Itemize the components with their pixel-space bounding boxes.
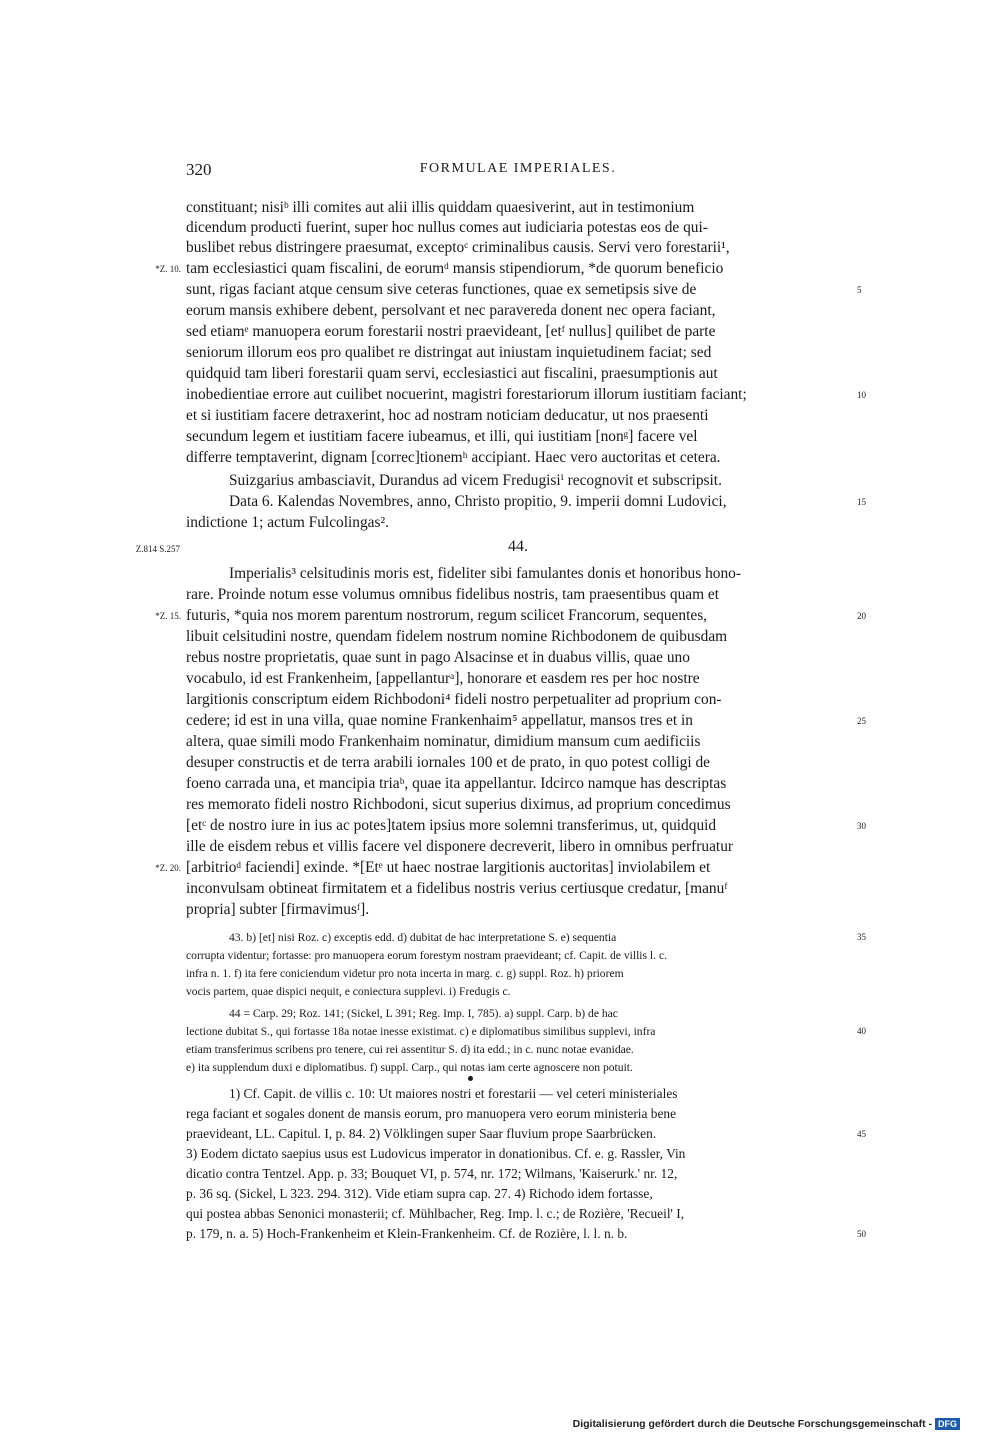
historical-note-line: 1) Cf. Capit. de villis c. 10: Ut maiores nostri et forestarii — vel ceteri ministeriales [229,1086,678,1101]
text-line: et si iustitiam facere detraxerint, hoc ad nostram noticiam deducatur, ut nos praesenti [186,407,709,424]
margin-reference: *Z. 15. [155,611,181,621]
text-line: seniorum illorum eos pro qualibet re distringat aut iniustam inquietudinem faciat; sed [186,344,712,361]
text-line: desuper constructis et de terra arabili iornales 100 et de prato, in quo potest colligi de [186,754,710,771]
text-line: dicendum producti fuerint, super hoc nullus comes aut iudiciaria potestas eos de qui- [186,219,708,236]
critical-note-line: 44 = Carp. 29; Roz. 141; (Sickel, L 391; Reg. Imp. I, 785). a) suppl. Carp. b) de hac [229,1007,618,1020]
text-line: quidquid tam liberi forestarii quam servi, ecclesiastici aut fiscalini, praesumptionis aut [186,365,718,382]
text-line: rare. Proinde notum esse volumus omnibus fidelibus nostris, tam praesentibus quam et [186,586,720,603]
text-line: sunt, rigas faciant atque censum sive ceteras functiones, quae ex semetipsis sive de [186,281,697,298]
digitization-credit [573,1418,960,1430]
text-line: tam ecclesiastici quam fiscalini, de eorumᵈ mansis stipendiorum, *de quorum beneficio [186,260,724,277]
text-line: largitionis conscriptum eidem Richbodoni⁴ fideli nostro perpetualiter ad proprium con- [186,691,722,708]
line-number: 35 [857,932,866,942]
historical-note-line: p. 179, n. a. 5) Hoch-Frankenheim et Klein-Frankenheim. Cf. de Rozière, l. l. n. b. [186,1226,628,1241]
critical-note-line: corrupta videntur; fortasse: pro manuopera eorum forestym nostram praevideant; cf. Capit. de villis l. c. [186,949,667,962]
line-number: 15 [857,497,866,507]
historical-note-line: qui postea abbas Senonici monasterii; cf. Mühlbacher, Reg. Imp. l. c.; de Rozière, 'Recueil' I, [186,1206,685,1221]
text-line: Suizgarius ambasciavit, Durandus ad vicem Fredugisiⁱ recognovit et subscripsit. [229,472,722,489]
line-number: 25 [857,716,866,726]
critical-note-line: vocis partem, quae dispici nequit, e coniectura supplevi. i) Fredugis c. [186,985,511,998]
historical-note-line: praevideant, LL. Capitul. I, p. 84. 2) Völklingen super Saar fluvium prope Saarbrücken. [186,1126,657,1141]
page-number: 320 [186,160,212,179]
text-line: rebus nostre proprietatis, quae sunt in pago Alsacinse et in duabus villis, quae uno [186,649,690,666]
text-line: eorum mansis exhibere debent, persolvant et nec paravereda donent nec opera faciant, [186,302,716,319]
text-line: foeno carrada una, et mancipia triaᵇ, quae ita appellantur. Idcirco namque has descriptas [186,775,727,792]
critical-note-line: infra n. 1. f) ita fere coniciendum videtur pro nota incerta in marg. c. g) suppl. Roz. h) priorem [186,967,624,980]
text-line: buslibet rebus distringere praesumat, exceptoᶜ criminalibus causis. Servi vero forestarii¹, [186,239,730,256]
section-number: 44. [508,538,528,555]
line-number: 50 [857,1229,866,1239]
text-line: indictione 1; actum Fulcolingas². [186,514,389,531]
historical-note-line: rega faciant et sogales donent de mansis eorum, pro manuopera vero eorum ministeria bene [186,1106,677,1121]
line-number: 45 [857,1129,866,1139]
text-line: futuris, *quia nos morem parentum nostrorum, regum scilicet Francorum, sequentes, [186,607,708,624]
critical-note-line: lectione dubitat S., qui fortasse 18a notae inesse existimat. c) e diplomatibus similibus supplevi, infra [186,1025,656,1038]
text-line: ille de eisdem rebus et villis facere vel disponere decreverit, libero in omnibus perfruatur [186,838,734,855]
margin-reference: *Z. 10. [155,264,181,274]
line-number: 5 [857,285,862,295]
text-line: libuit celsitudini nostre, quendam fidelem nostrum nomine Richbodonem de quibusdam [186,628,728,645]
line-number: 20 [857,611,866,621]
text-line: [arbitrioᵈ faciendi] exinde. *[Etᵉ ut haec nostrae largitionis auctoritas] inviolabilem et [186,859,711,876]
credit-text: Digitalisierung gefördert durch die Deutsche Forschungsgemeinschaft - [572,1418,932,1430]
text-line: propria] subter [firmavimusᶠ]. [186,901,370,918]
text-line: cedere; id est in una villa, quae nomine Frankenhaim⁵ appellatur, mansos tres et in [186,712,693,729]
text-line: [etᶜ de nostro iure in ius ac potes]tatem ipsius more solemni transferimus, ut, quidquid [186,817,717,834]
text-line: secundum legem et iustitiam facere iubeamus, et illi, qui iustitiam [nonᵍ] facere vel [186,428,698,445]
line-number: 10 [857,390,866,400]
text-line: inobedientiae errore aut cuilibet nocuerint, magistri forestariorum illorum iustitiam faciant; [186,386,747,403]
text-line: constituant; nisiᵇ illi comites aut alii illis quiddam quaesiverint, aut in testimonium [186,199,695,216]
text-line: Imperialis³ celsitudinis moris est, fideliter sibi famulantes donis et honoribus hono- [229,565,741,582]
margin-reference: *Z. 20. [155,863,181,873]
critical-note-line: 43. b) [et] nisi Roz. c) exceptis edd. d) dubitat de hac interpretatione S. e) sequentia [229,931,617,944]
text-line: inconvulsam obtineat firmitatem et a fidelibus nostris verius certiusque credatur, [manuᶠ [186,880,728,897]
text-line: vocabulo, id est Frankenheim, [appellanturᵃ], honorare et easdem res per hoc nostre [186,670,700,687]
critical-note-line: etiam transferimus scribens pro tenere, cui rei assentitur S. d) ita edd.; in c. nunc notae evanidae. [186,1043,634,1056]
historical-note-line: 3) Eodem dictato saepius usus est Ludovicus imperator in donationibus. Cf. e. g. Rassler, Vin [186,1146,686,1161]
dfg-logo: DFG [935,1418,960,1430]
line-number: 40 [857,1026,866,1036]
text-line: Data 6. Kalendas Novembres, anno, Christo propitio, 9. imperii domni Ludovici, [229,493,727,510]
ink-dot [468,1076,473,1081]
text-line: res memorato fideli nostro Richbodoni, sicut superius diximus, ad proprium concedimus [186,796,731,813]
text-line: altera, quae simili modo Frankenhaim nominatur, dimidium mansum cum aedificiis [186,733,701,750]
historical-note-line: dicatio contra Tentzel. App. p. 33; Bouquet VI, p. 574, nr. 172; Wilmans, 'Kaiserurk.' nr. 12, [186,1166,678,1181]
historical-note-line: p. 36 sq. (Sickel, L 323. 294. 312). Vide etiam supra cap. 27. 4) Richodo idem fortasse, [186,1186,653,1201]
running-title: FORMULAE IMPERIALES. [419,161,617,176]
page-header [186,160,850,184]
line-number: 30 [857,821,866,831]
text-line: sed etiamᵉ manuopera eorum forestarii nostri praevideant, [etᶠ nullus] quilibet de parte [186,323,716,340]
margin-reference: Z.814 S.257 [135,544,180,554]
text-line: differre temptaverint, dignam [correc]tionemʰ accipiant. Haec vero auctoritas et cetera. [186,449,721,466]
critical-note-line: e) ita supplendum duxi e diplomatibus. f) suppl. Carp., qui notas iam certe agnoscere non potuit. [186,1061,633,1074]
